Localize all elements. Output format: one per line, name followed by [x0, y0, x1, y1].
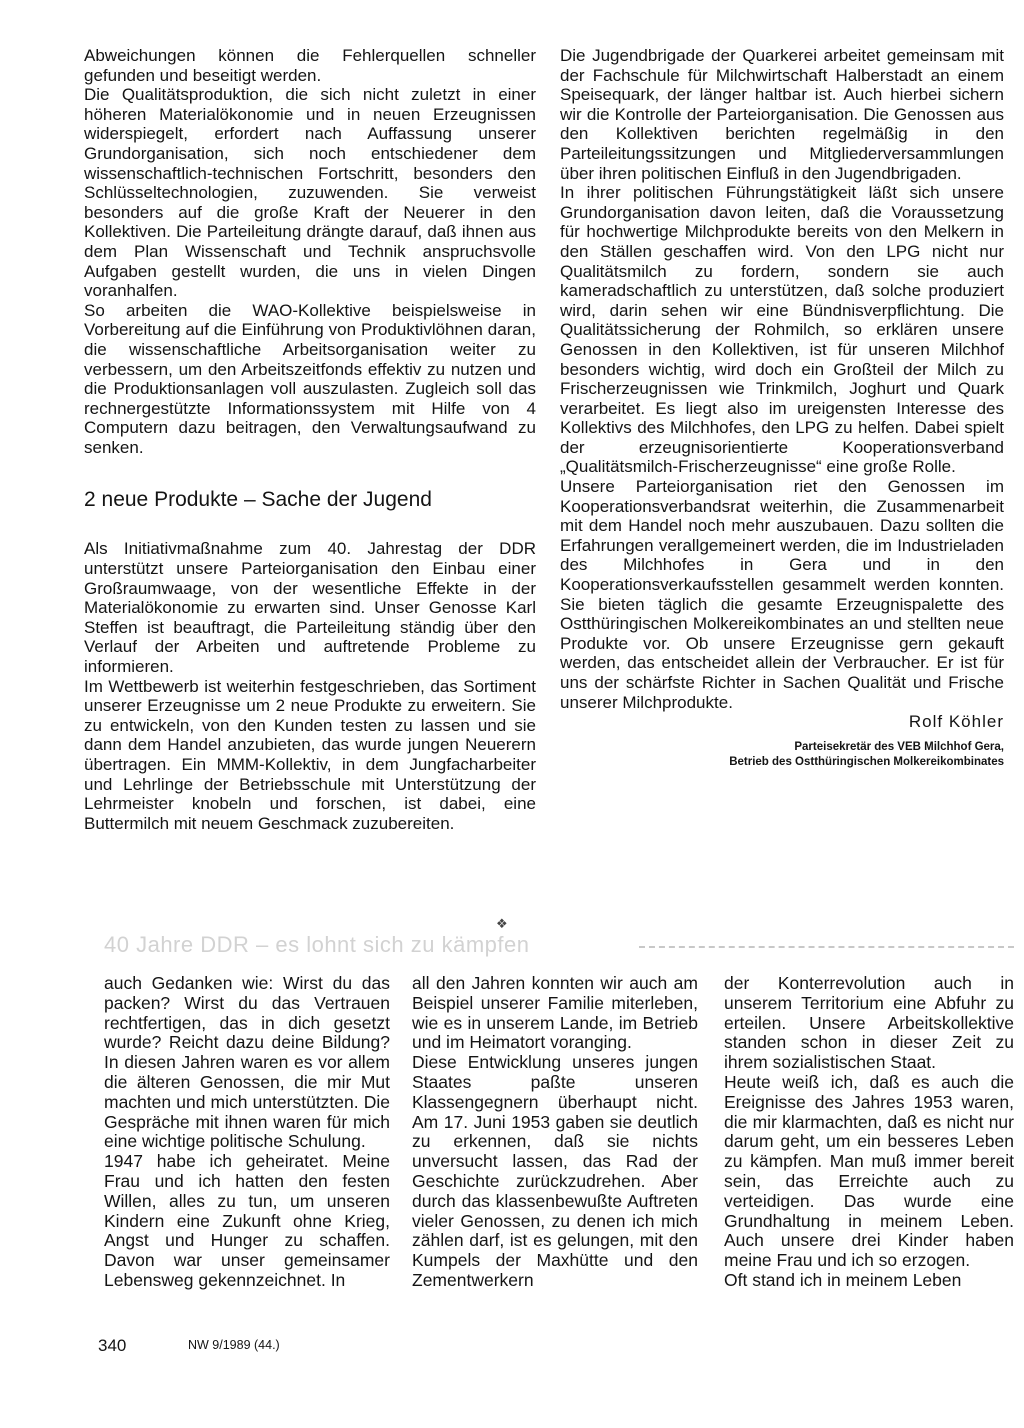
page-number: 340: [98, 1336, 127, 1355]
divider-line: [639, 946, 1014, 948]
upper-left-column: [84, 46, 536, 833]
paragraph: all den Jahren konnten wir auch am Beispiel unserer Familie miterleben, wie es in unserem Lande, im Betrieb und im Heimatort voranging.: [412, 973, 698, 1053]
paragraph: Die Qualitätsproduktion, die sich nicht zuletzt in einer höheren Materialökonomie und in neuen Erzeugnissen widerspiegelt, erfordert nach Auffassung unserer Grundorganisation, sich noch entschiedener dem wissenschaftlich-technischen Fortschritt, besonders den Schlüsseltechnologien, zuzuwenden. Sie verweist besonders auf die große Kraft der Neuerer in den Kollektiven. Die Parteileitung drängte darauf, daß ihnen aus dem Plan Wissenschaft und Technik anspruchsvolle Aufgaben gestellt wurden, die uns in vielen Dingen voranhalfen.: [84, 85, 536, 301]
lower-column-3: [724, 974, 1014, 1291]
paragraph: Diese Entwicklung unseres jungen Staates paßte unseren Klassengegnern überhaupt nicht. Am 17. Juni 1953 gaben sie deutlich zu erkennen, daß sie nichts unversucht lassen, das Rad der Geschichte zurückzudrehen. Aber durch das klassenbewußte Auftreten vieler Genossen, zu denen ich mich zählen darf, ist es gelungen, mit den Kumpels der Maxhütte und den Zementwerkern: [412, 1052, 698, 1290]
author-role-line: Parteisekretär des VEB Milchhof Gera,: [794, 740, 1004, 753]
issue-label: NW 9/1989 (44.): [188, 1338, 280, 1352]
paragraph: Im Wettbewerb ist weiterhin festgeschrieben, das Sortiment unserer Erzeugnisse um 2 neue Produkte zu erweitern. Sie zu entwickeln, von den Kunden testen zu lassen und sie dann dem Handel anzubieten, das wurde jungen Neuerern übertragen. Ein MMM-Kollektiv, in dem Jungfacharbeiter und Lehrlinge der Betriebsschule mit Unterstützung der Lehrmeister knobeln und forschen, ist dabei, eine Buttermilch mit neuem Geschmack zuzubereiten.: [84, 676, 536, 833]
paragraph: So arbeiten die WAO-Kollektive beispielsweise in Vorbereitung auf die Einführung von Produktivlöhnen daran, die wissenschaftliche Arbeitsorganisation weiter zu verbessern, um den Arbeitszeitfonds effektiv zu nutzen und die Produktionsanlagen voll auszulasten. Zugleich soll das rechnergestützte Informationssystem mit Hilfe von 4 Computern dazu beitragen, den Verwaltungsaufwand zu senken.: [84, 300, 536, 457]
author-name: Rolf Köhler: [908, 712, 1004, 732]
section-divider-title: 40 Jahre DDR – es lohnt sich zu kämpfen: [104, 932, 530, 957]
paragraph: Unsere Parteiorganisation riet den Genossen im Kooperationsverbandsrat weiterhin, die Zusammenarbeit mit dem Handel noch mehr auszubauen. Dazu sollten die Erfahrungen verallgemeinert werden, die im Industrieladen des Milchhofes in Gera und in den Kooperationsverkaufsstellen gesammelt werden konnten. Sie bieten täglich die gesamte Erzeugnispalette des Ostthüringischen Molkereikombinates an und stellten neue Produkte vor. Ob unsere Erzeugnisse gern gekauft werden, das entscheidet allein der Verbraucher. Er ist für uns der schärfste Richter in Sachen Qualität und Frische unserer Milchprodukte.: [560, 477, 1004, 712]
upper-right-column: [560, 46, 1004, 770]
lower-column-2: [412, 974, 698, 1291]
author-role-line: Betrieb des Ostthüringischen Molkereikombinates: [729, 755, 1004, 768]
ornament-icon: ❖: [496, 916, 508, 931]
paragraph: auch Gedanken wie: Wirst du das packen? Wirst du das Vertrauen rechtfertigen, das in dich gesetzt wurde? Reicht dazu deine Bildung? In diesen Jahren waren es vor allem die älteren Genossen, die mir Mut machten und mich unterstützten. Die Gespräche mit ihnen waren für mich eine wichtige politische Schulung.: [104, 973, 390, 1152]
paragraph: 1947 habe ich geheiratet. Meine Frau und ich hatten den festen Willen, alles zu tun, um unseren Kindern eine Zukunft ohne Krieg, Angst und Hunger zu schaffen. Davon war unser gemeinsamer Lebensweg gekennzeichnet. In: [104, 1151, 390, 1290]
paragraph: der Konterrevolution auch in unserem Territorium eine Abfuhr zu erteilen. Unsere Arbeitskollektive standen schon in dieser Zeit zu ihrem sozialistischen Staat.: [724, 973, 1014, 1073]
paragraph: In ihrer politischen Führungstätigkeit läßt sich unsere Grundorganisation davon leiten, daß die Voraussetzung für hochwertige Milchprodukte bereits von den Melkern in den Ställen geschaffen wird. Von den LPG nicht nur Qualitätsmilch zu fordern, sondern sie auch kameradschaftlich zu unterstützen, daß solche produziert wird, darin sehen wir eine Bündnisverpflichtung. Die Qualitätssicherung der Rohmilch, so erklären unsere Genossen in den Kollektiven, ist für unseren Milchhof besonders wichtig, wird doch ein Großteil der Milch zu Frischerzeugnissen wie Trinkmilch, Joghurt und Quark verarbeitet. Es liegt also im ureigensten Interesse des Kollektivs des Milchhofes, den LPG zu helfen. Dabei spielt der erzeugnisorientierte Kooperationsverband „Qualitätsmilch-Frischerzeugnisse“ eine große Rolle.: [560, 183, 1004, 477]
paragraph: Oft stand ich in meinem Leben: [724, 1269, 962, 1290]
paragraph: Abweichungen können die Fehlerquellen schneller gefunden und beseitigt werden.: [84, 46, 536, 85]
paragraph: Die Jugendbrigade der Quarkerei arbeitet gemeinsam mit der Fachschule für Milchwirtschaft Halberstadt an einem Speisequark, der länger haltbar ist. Auch hierbei sichern wir die Kontrolle der Parteiorganisation. Die Genossen aus den Kollektiven berichten regelmäßig in den Parteileitungssitzungen und Mitgliederversammlungen über ihren politischen Einfluß in den Jugendbrigaden.: [560, 46, 1004, 183]
section-headline: 2 neue Produkte – Sache der Jugend: [84, 488, 432, 512]
paragraph: Heute weiß ich, daß es auch die Ereignisse des Jahres 1953 waren, die mir klarmachten, daß es nicht nur darum geht, um ein besseres Leben zu kämpfen. Man muß immer bereit sein, das Erreichte auch zu verteidigen. Das wurde eine Grundhaltung in meinem Leben. Auch unsere drei Kinder haben meine Frau und ich so erzogen.: [724, 1071, 1014, 1271]
lower-column-1: [104, 974, 390, 1291]
section-divider: [84, 932, 1014, 962]
paragraph: Als Initiativmaßnahme zum 40. Jahrestag der DDR unterstützt unsere Parteiorganisation den Einbau einer Großraumwaage, von der wesentliche Effekte in der Materialökonomie zu erwarten sind. Unser Genosse Karl Steffen ist beauftragt, die Parteileitung ständig über den Verlauf der Arbeiten und auftretende Probleme zu informieren.: [84, 539, 536, 677]
author-role: [560, 740, 1004, 770]
